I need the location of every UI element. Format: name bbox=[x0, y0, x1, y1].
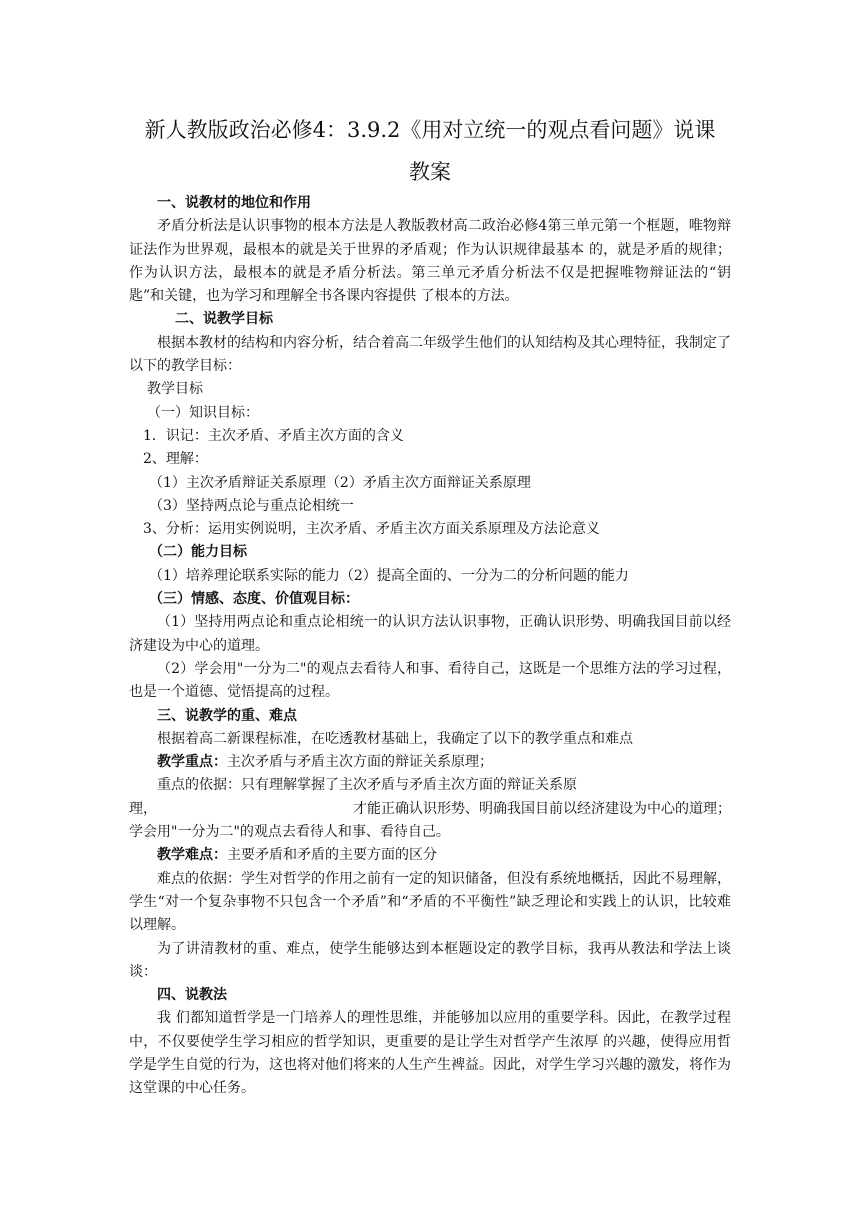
section-1-paragraph: 矛盾分析法是认识事物的根本方法是人教版教材高二政治必修4第三单元第一个框题，唯物辩证法作为世界观，最根本的就是关于世界的矛盾观；作为认识规律最基本 的，就是矛盾的规律；作为认识方法，最根本的就是矛盾分析法。第三单元矛盾分析法不仅是把握唯物辩证法的“钥匙”和关键，也为学习和理解全书各课内容提供 了根本的方法。 bbox=[129, 218, 731, 305]
section-4-paragraph: 我 们都知道哲学是一门培养人的理性思维，并能够加以应用的重要学科。因此，在教学过程中，不仅要使学生学习相应的哲学知识，更重要的是让学生对哲学产生浓厚 的兴趣，使得应用哲学是学生自觉的行为，这也将对他们将来的人生产生裨益。因此，对学生学习兴趣的激发，将作为这堂课的中心任务。 bbox=[129, 1010, 731, 1097]
knowledge-item-2: 2、理解： bbox=[143, 451, 208, 468]
goals-label: 教学目标 bbox=[147, 381, 203, 398]
key-point-basis-2b: 才能正确认识形势、明确我国目前以经济建设为中心的道理； bbox=[353, 800, 731, 817]
section-3-paragraph: 根据着高二新课程标准，在吃透教材基础上，我确定了以下的教学重点和难点 bbox=[157, 730, 633, 747]
document-body bbox=[129, 192, 731, 1101]
difficult-point-basis: 难点的依据：学生对哲学的作用之前有一定的知识储备，但没有系统地概括，因此不易理解，学生“对一个复杂事物不只包含一个矛盾”和“矛盾的不平衡性”缺乏理论和实践上的认识，比较难以理解。 bbox=[129, 870, 731, 934]
section-1-heading: 一、说教材的地位和作用 bbox=[157, 195, 311, 211]
difficult-point-label: 教学难点： bbox=[157, 847, 227, 864]
key-point-basis-1: 重点的依据：只有理解掌握了主次矛盾与矛盾主次方面的辩证关系原 bbox=[157, 777, 577, 794]
key-point bbox=[129, 751, 731, 774]
difficult-point bbox=[129, 844, 731, 867]
transition-paragraph: 为了讲清教材的重、难点，使学生能够达到本框题设定的教学目标，我再从教法和学法上谈谈： bbox=[129, 940, 731, 980]
ability-goal-text: （1）培养理论联系实际的能力（2）提高全面的、一分为二的分析问题的能力 bbox=[149, 567, 629, 584]
section-3-heading: 三、说教学的重、难点 bbox=[157, 707, 297, 724]
title-line-2: 教案 bbox=[409, 160, 451, 184]
knowledge-item-3: 3、分析：运用实例说明，主次矛盾、矛盾主次方面关系原理及方法论意义 bbox=[143, 521, 600, 538]
section-2-paragraph: 根据本教材的结构和内容分析，结合着高二年级学生他们的认知结构及其心理特征，我制定了以下的教学目标： bbox=[129, 334, 731, 375]
section-2-heading: 二、说教学目标 bbox=[175, 311, 273, 328]
key-point-label: 教学重点： bbox=[157, 754, 227, 771]
knowledge-item-1: 1．识记：主次矛盾、矛盾主次方面的含义 bbox=[143, 427, 404, 444]
title-line-1: 新人教版政治必修4：3.9.2《用对立统一的观点看问题》说课 bbox=[144, 118, 716, 142]
key-point-basis-2a: 理， bbox=[129, 800, 157, 817]
key-point-basis-3: 学会用"一分为二"的观点去看待人和事、看待自己。 bbox=[129, 824, 450, 841]
section-4-heading: 四、说教法 bbox=[157, 987, 227, 1004]
knowledge-goal-label: （一）知识目标： bbox=[147, 404, 259, 421]
emotion-goal-1: （1）坚持用两点论和重点论相统一的认识方法认识事物，正确认识形势、明确我国目前以经济建设为中心的道理。 bbox=[129, 614, 731, 654]
difficult-point-text: 主要矛盾和矛盾的主要方面的区分 bbox=[227, 847, 437, 864]
key-point-basis-2 bbox=[129, 798, 731, 821]
ability-goal-label: （二）能力目标 bbox=[149, 544, 247, 561]
emotion-goal-label: （三）情感、态度、价值观目标： bbox=[149, 591, 359, 608]
knowledge-item-2a: （1）主次矛盾辩证关系原理（2）矛盾主次方面辩证关系原理 bbox=[149, 474, 531, 491]
key-point-text: 主次矛盾与矛盾主次方面的辩证关系原理； bbox=[227, 754, 493, 771]
knowledge-item-2b: （3）坚持两点论与重点论相统一 bbox=[149, 497, 354, 514]
emotion-goal-2: （2）学会用"一分为二"的观点去看待人和事、看待自己，这既是一个思维方法的学习过程，也是一个道德、觉悟提高的过程。 bbox=[129, 660, 731, 701]
